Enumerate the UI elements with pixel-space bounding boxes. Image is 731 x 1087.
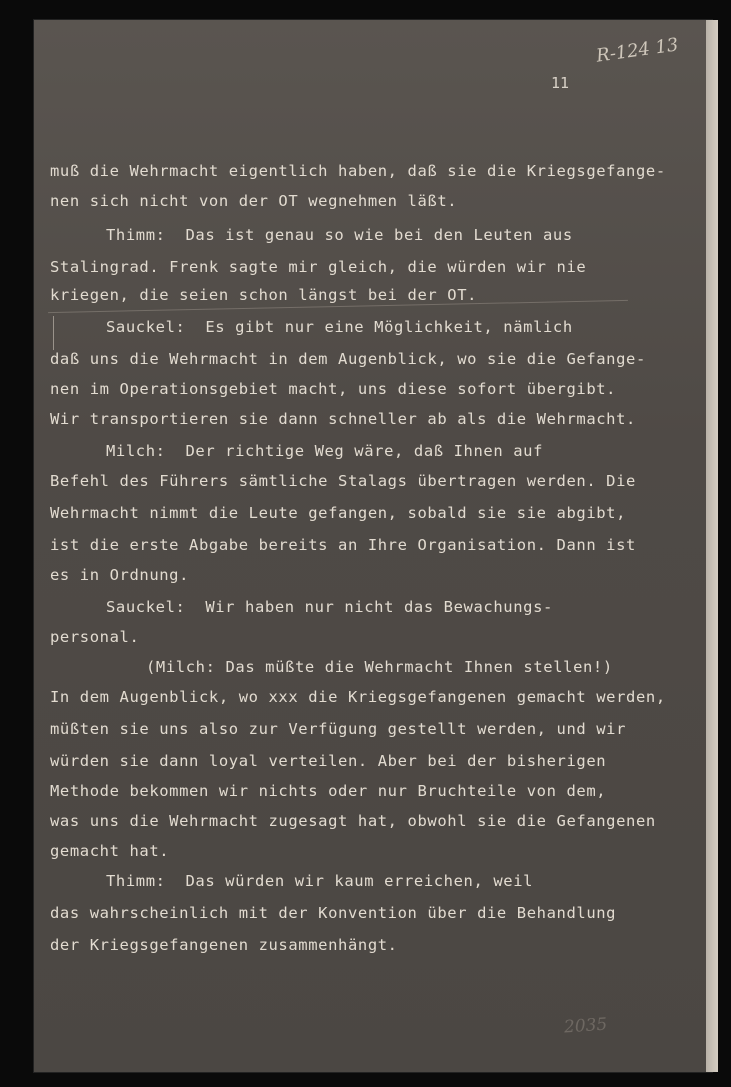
margin-mark — [53, 316, 54, 350]
text-line: Befehl des Führers sämtliche Stalags übertragen werden. Die — [50, 472, 636, 490]
text-line: würden sie dann loyal verteilen. Aber bei der bisherigen — [50, 752, 607, 770]
text-line: ist die erste Abgabe bereits an Ihre Organisation. Dann ist — [50, 536, 636, 554]
text-line: Stalingrad. Frenk sagte mir gleich, die würden wir nie — [50, 258, 587, 276]
text-line: Wehrmacht nimmt die Leute gefangen, sobald sie sie abgibt, — [50, 504, 627, 522]
text-line: kriegen, die seien schon längst bei der OT. — [50, 286, 478, 304]
text-line: Thimm: Das ist genau so wie bei den Leuten aus — [106, 226, 573, 244]
text-line: nen sich nicht von der OT wegnehmen läßt. — [50, 192, 458, 210]
text-line: Milch: Der richtige Weg wäre, daß Ihnen auf — [106, 442, 543, 460]
text-line: personal. — [50, 628, 140, 646]
archive-handwritten-mark: R-124 13 — [594, 34, 680, 67]
archive-stamp-number: 2035 — [563, 1014, 608, 1038]
text-line: Sauckel: Es gibt nur eine Möglichkeit, nämlich — [106, 318, 573, 336]
page-edge — [706, 20, 718, 1072]
text-line: der Kriegsgefangenen zusammenhängt. — [50, 936, 398, 954]
text-line: das wahrscheinlich mit der Konvention über die Behandlung — [50, 904, 617, 922]
text-line: Wir transportieren sie dann schneller ab als die Wehrmacht. — [50, 410, 636, 428]
page-number: 11 — [551, 74, 570, 92]
text-line: nen im Operationsgebiet macht, uns diese sofort übergibt. — [50, 380, 617, 398]
text-line: (Milch: Das müßte die Wehrmacht Ihnen stellen!) — [146, 658, 613, 676]
text-line: muß die Wehrmacht eigentlich haben, daß sie die Kriegsgefange- — [50, 162, 666, 180]
text-line: Thimm: Das würden wir kaum erreichen, weil — [106, 872, 534, 890]
text-line: daß uns die Wehrmacht in dem Augenblick, wo sie die Gefange- — [50, 350, 646, 368]
text-line: gemacht hat. — [50, 842, 170, 860]
text-line: es in Ordnung. — [50, 566, 190, 584]
text-line: was uns die Wehrmacht zugesagt hat, obwohl sie die Gefangenen — [50, 812, 656, 830]
text-line: In dem Augenblick, wo xxx die Kriegsgefangenen gemacht werden, — [50, 688, 666, 706]
text-line: müßten sie uns also zur Verfügung gestellt werden, und wir — [50, 720, 627, 738]
text-line: Methode bekommen wir nichts oder nur Bruchteile von dem, — [50, 782, 607, 800]
text-line: Sauckel: Wir haben nur nicht das Bewachungs- — [106, 598, 553, 616]
